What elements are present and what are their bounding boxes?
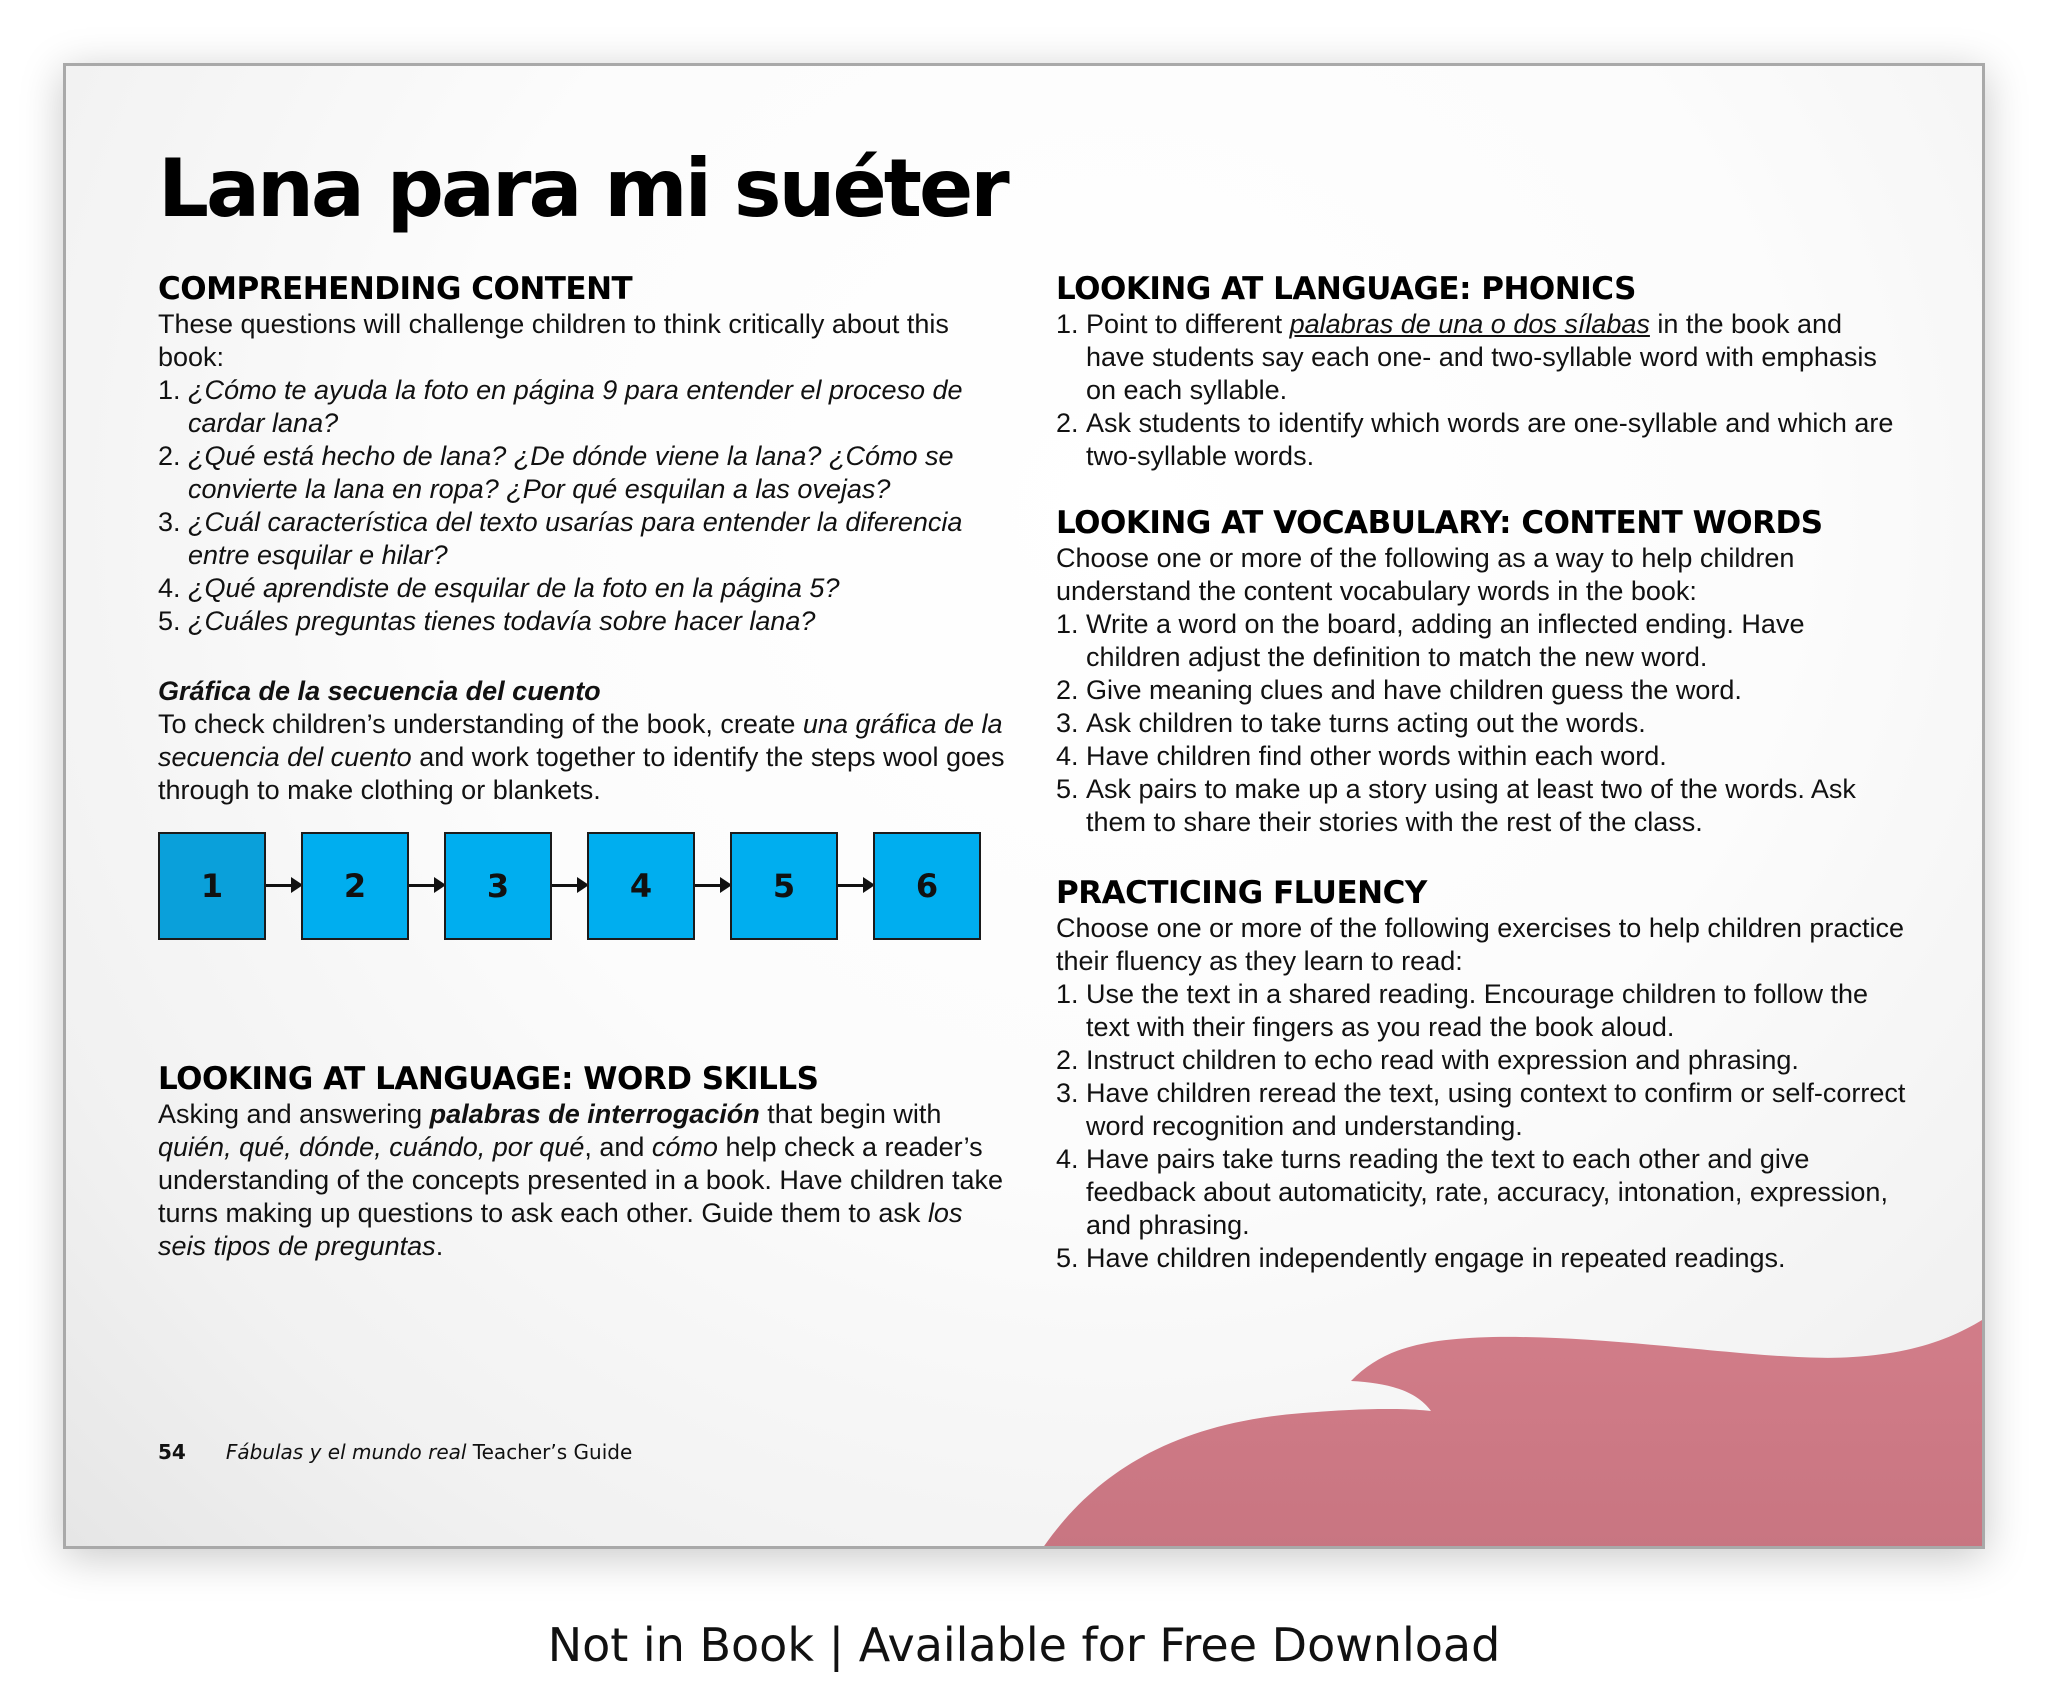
sequence-step-box: 6	[873, 832, 981, 940]
section-intro	[158, 308, 1008, 374]
list-number: 1.	[1056, 979, 1079, 1009]
text-run: quién, qué, dónde, cuándo, por qué	[158, 1132, 585, 1162]
text-run: ¿Qué aprendiste de esquilar de la foto en la página 5?	[188, 573, 840, 603]
list-item	[1056, 1242, 1906, 1275]
text-run: These questions will challenge children to think critically about this book:	[158, 309, 949, 372]
list-number: 1.	[158, 375, 181, 405]
list-item	[1056, 674, 1906, 707]
text-run: To check children’s understanding of the book, create	[158, 709, 803, 739]
text-run: ¿Cuáles preguntas tienes todavía sobre hacer lana?	[188, 606, 816, 636]
sequence-step-box: 2	[301, 832, 409, 940]
list-number: 5.	[1056, 774, 1079, 804]
page-title: Lana para mi suéter	[158, 142, 1007, 235]
sequence-chart-section	[158, 675, 1008, 807]
guide-label: Teacher’s Guide	[466, 1440, 633, 1464]
sequence-step-box: 1	[158, 832, 266, 940]
list-item	[158, 506, 1008, 572]
section-heading: LOOKING AT LANGUAGE: PHONICS	[1056, 271, 1636, 307]
list-number: 2.	[1056, 1045, 1079, 1075]
sequence-step-box: 3	[444, 832, 552, 940]
text-run: Ask students to identify which words are one-syllable and which are two-syllable words.	[1086, 408, 1894, 471]
list-item	[1056, 740, 1906, 773]
section-heading: COMPREHENDING CONTENT	[158, 271, 633, 307]
section-intro	[1056, 542, 1906, 608]
text-run: , and	[584, 1132, 652, 1162]
list-item	[158, 572, 1008, 605]
sequence-chart	[158, 832, 1008, 940]
text-run: Have pairs take turns reading the text to each other and give feedback about automaticity, rate, accuracy, intonation, expression, and phrasing.	[1086, 1144, 1888, 1240]
list-number: 4.	[1056, 741, 1079, 771]
list-number: 4.	[158, 573, 181, 603]
section-intro	[158, 708, 1008, 807]
text-run: ¿Qué está hecho de lana? ¿De dónde viene la lana? ¿Cómo se convierte la lana en ropa? ¿Por qué esquilan a las ovejas?	[188, 441, 954, 504]
sequence-step-box: 5	[730, 832, 838, 940]
list-item	[1056, 707, 1906, 740]
list-item	[1056, 978, 1906, 1044]
arrow-right-icon	[266, 884, 297, 887]
section-heading: LOOKING AT VOCABULARY: CONTENT WORDS	[1056, 505, 1823, 541]
arrow-right-icon	[552, 884, 583, 887]
text-run: Point to different	[1086, 309, 1290, 339]
section-heading: PRACTICING FLUENCY	[1056, 875, 1427, 911]
list-number: 5.	[158, 606, 181, 636]
list-number: 2.	[158, 441, 181, 471]
text-run: los seis tipos de preguntas	[158, 1198, 963, 1261]
list-number: 3.	[158, 507, 181, 537]
list-item	[1056, 1077, 1906, 1143]
section-subheading: Gráfica de la secuencia del cuento	[158, 676, 601, 706]
list-number: 1.	[1056, 609, 1079, 639]
text-run: Asking and answering	[158, 1099, 430, 1129]
text-run: una gráfica de la secuencia del cuento	[158, 709, 1003, 772]
phonics-list	[1056, 308, 1906, 473]
list-item	[1056, 407, 1906, 473]
text-run: ¿Cuál característica del texto usarías para entender la diferencia entre esquilar e hilar?	[188, 507, 963, 570]
word-skills-section	[158, 1063, 1008, 1263]
arrow-right-icon	[838, 884, 869, 887]
comprehending-content-section	[158, 273, 1008, 638]
fluency-list	[1056, 978, 1906, 1275]
text-run: Have children independently engage in repeated readings.	[1086, 1243, 1786, 1273]
list-number: 3.	[1056, 708, 1079, 738]
question-list	[158, 374, 1008, 638]
list-item	[1056, 1143, 1906, 1242]
vocabulary-list	[1056, 608, 1906, 839]
text-run: cómo	[651, 1132, 718, 1162]
text-run: Write a word on the board, adding an inflected ending. Have children adjust the definition to match the new word.	[1086, 609, 1805, 672]
text-run: Have children reread the text, using context to confirm or self-correct word recognition and understanding.	[1086, 1078, 1906, 1141]
list-number: 5.	[1056, 1243, 1079, 1273]
list-number: 2.	[1056, 408, 1079, 438]
download-caption: Not in Book | Available for Free Download	[547, 1618, 1501, 1672]
text-run: .	[435, 1231, 444, 1261]
list-item	[1056, 773, 1906, 839]
text-run: Have children find other words within each word.	[1086, 741, 1667, 771]
page-number: 54	[158, 1440, 186, 1464]
text-run: Choose one or more of the following as a way to help children understand the content vocabulary words in the book:	[1056, 543, 1795, 606]
section-heading: LOOKING AT LANGUAGE: WORD SKILLS	[158, 1061, 819, 1097]
text-run: ¿Cómo te ayuda la foto en página 9 para entender el proceso de cardar lana?	[188, 375, 963, 438]
list-item	[158, 605, 1008, 638]
page-footer	[158, 1440, 632, 1464]
text-run: palabras de una o dos sílabas	[1289, 309, 1650, 339]
arrow-right-icon	[695, 884, 726, 887]
list-number: 3.	[1056, 1078, 1079, 1108]
list-item	[1056, 1044, 1906, 1077]
arrow-right-icon	[409, 884, 440, 887]
vocabulary-section	[1056, 507, 1906, 839]
text-run: help check a reader’s understanding of the concepts presented in a book. Have children take turns making up questions to ask each other. Guide them to ask	[158, 1132, 1004, 1228]
text-run: Ask pairs to make up a story using at least two of the words. Ask them to share their stories with the rest of the class.	[1086, 774, 1856, 837]
text-run: and work together to identify the steps wool goes through to make clothing or blankets.	[158, 742, 1005, 805]
phonics-section	[1056, 273, 1906, 473]
section-intro	[1056, 912, 1906, 978]
text-run: Choose one or more of the following exercises to help children practice their fluency as they learn to read:	[1056, 913, 1904, 976]
list-item	[1056, 308, 1906, 407]
text-run: palabras de interrogación	[429, 1099, 760, 1129]
section-intro	[158, 1098, 1008, 1263]
text-run: Use the text in a shared reading. Encourage children to follow the text with their fingers as you read the book aloud.	[1086, 979, 1868, 1042]
fluency-section	[1056, 877, 1906, 1275]
list-item	[158, 440, 1008, 506]
text-run: that begin with	[759, 1099, 942, 1129]
sequence-step-box: 4	[587, 832, 695, 940]
list-item	[1056, 608, 1906, 674]
book-title: Fábulas y el mundo real	[225, 1440, 467, 1464]
list-number: 1.	[1056, 309, 1079, 339]
text-run: Give meaning clues and have children guess the word.	[1086, 675, 1742, 705]
text-run: Ask children to take turns acting out the words.	[1086, 708, 1646, 738]
guide-page	[63, 63, 1985, 1549]
text-run: Instruct children to echo read with expression and phrasing.	[1086, 1045, 1799, 1075]
list-number: 4.	[1056, 1144, 1079, 1174]
text-run: in the book and have students say each one- and two-syllable word with emphasis on each syllable.	[1086, 309, 1877, 405]
list-number: 2.	[1056, 675, 1079, 705]
list-item	[158, 374, 1008, 440]
